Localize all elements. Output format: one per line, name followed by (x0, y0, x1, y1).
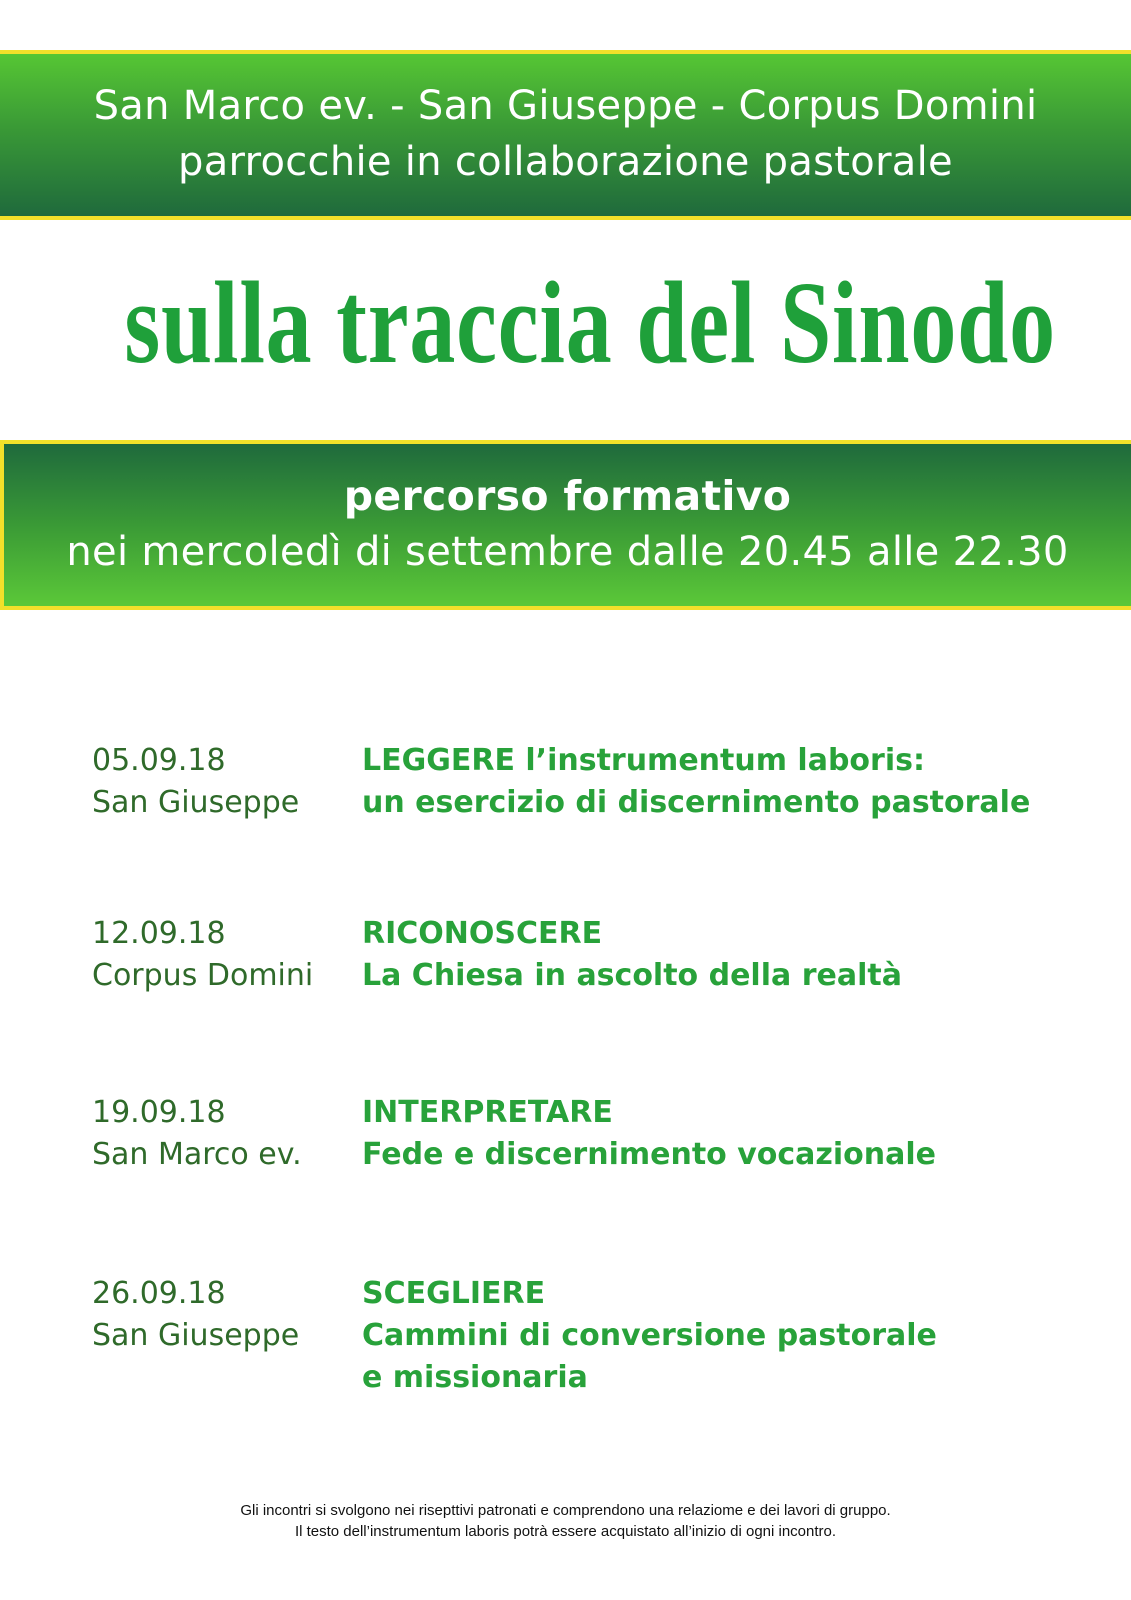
event-topic-line: LEGGERE l’instrumentum laboris: (362, 743, 925, 778)
page-title: sulla traccia del Sinodo (124, 257, 1056, 388)
event-place: San Giuseppe (92, 785, 300, 820)
footnote-line: Gli incontri si svolgono nei risepttivi patronati e comprendono una relaziome e dei lavori di gruppo. (240, 1502, 891, 1519)
event-topic (362, 1092, 1082, 1176)
event-topic-line: un esercizio di discernimento pastorale (362, 785, 1031, 820)
event-topic-line: SCEGLIERE (362, 1276, 546, 1311)
event-place: Corpus Domini (92, 958, 314, 993)
event-place: San Giuseppe (92, 1318, 300, 1353)
parishes-line: San Marco ev. - San Giuseppe - Corpus Domini (93, 83, 1038, 129)
event-date: 26.09.18 (92, 1276, 226, 1311)
event-date: 05.09.18 (92, 743, 226, 778)
event-place: San Marco ev. (92, 1137, 302, 1172)
footnote (0, 1500, 1131, 1542)
event-topic (362, 740, 1082, 824)
event-topic-line: INTERPRETARE (362, 1095, 613, 1130)
event-topic (362, 1273, 1082, 1399)
schedule-line: nei mercoledì di settembre dalle 20.45 alle 22.30 (66, 529, 1069, 575)
event-topic-line: Fede e discernimento vocazionale (362, 1137, 936, 1172)
subheader-band (0, 440, 1131, 610)
event-when (92, 740, 352, 824)
event-when (92, 1273, 352, 1357)
event-topic-line: e missionaria (362, 1360, 588, 1395)
event-date: 12.09.18 (92, 916, 226, 951)
event-topic (362, 913, 1082, 997)
event-when (92, 1092, 352, 1176)
program-title: percorso formativo (343, 472, 792, 520)
event-topic-line: La Chiesa in ascolto della realtà (362, 958, 902, 993)
event-date: 19.09.18 (92, 1095, 226, 1130)
event-topic-line: RICONOSCERE (362, 916, 603, 951)
footnote-line: Il testo dell’instrumentum laboris potrà essere acquistato all’inizio di ogni incontro. (294, 1523, 837, 1540)
event-when (92, 913, 352, 997)
header-band (0, 50, 1131, 220)
collaboration-line: parrocchie in collaborazione pastorale (178, 139, 953, 185)
event-topic-line: Cammini di conversione pastorale (362, 1318, 937, 1353)
